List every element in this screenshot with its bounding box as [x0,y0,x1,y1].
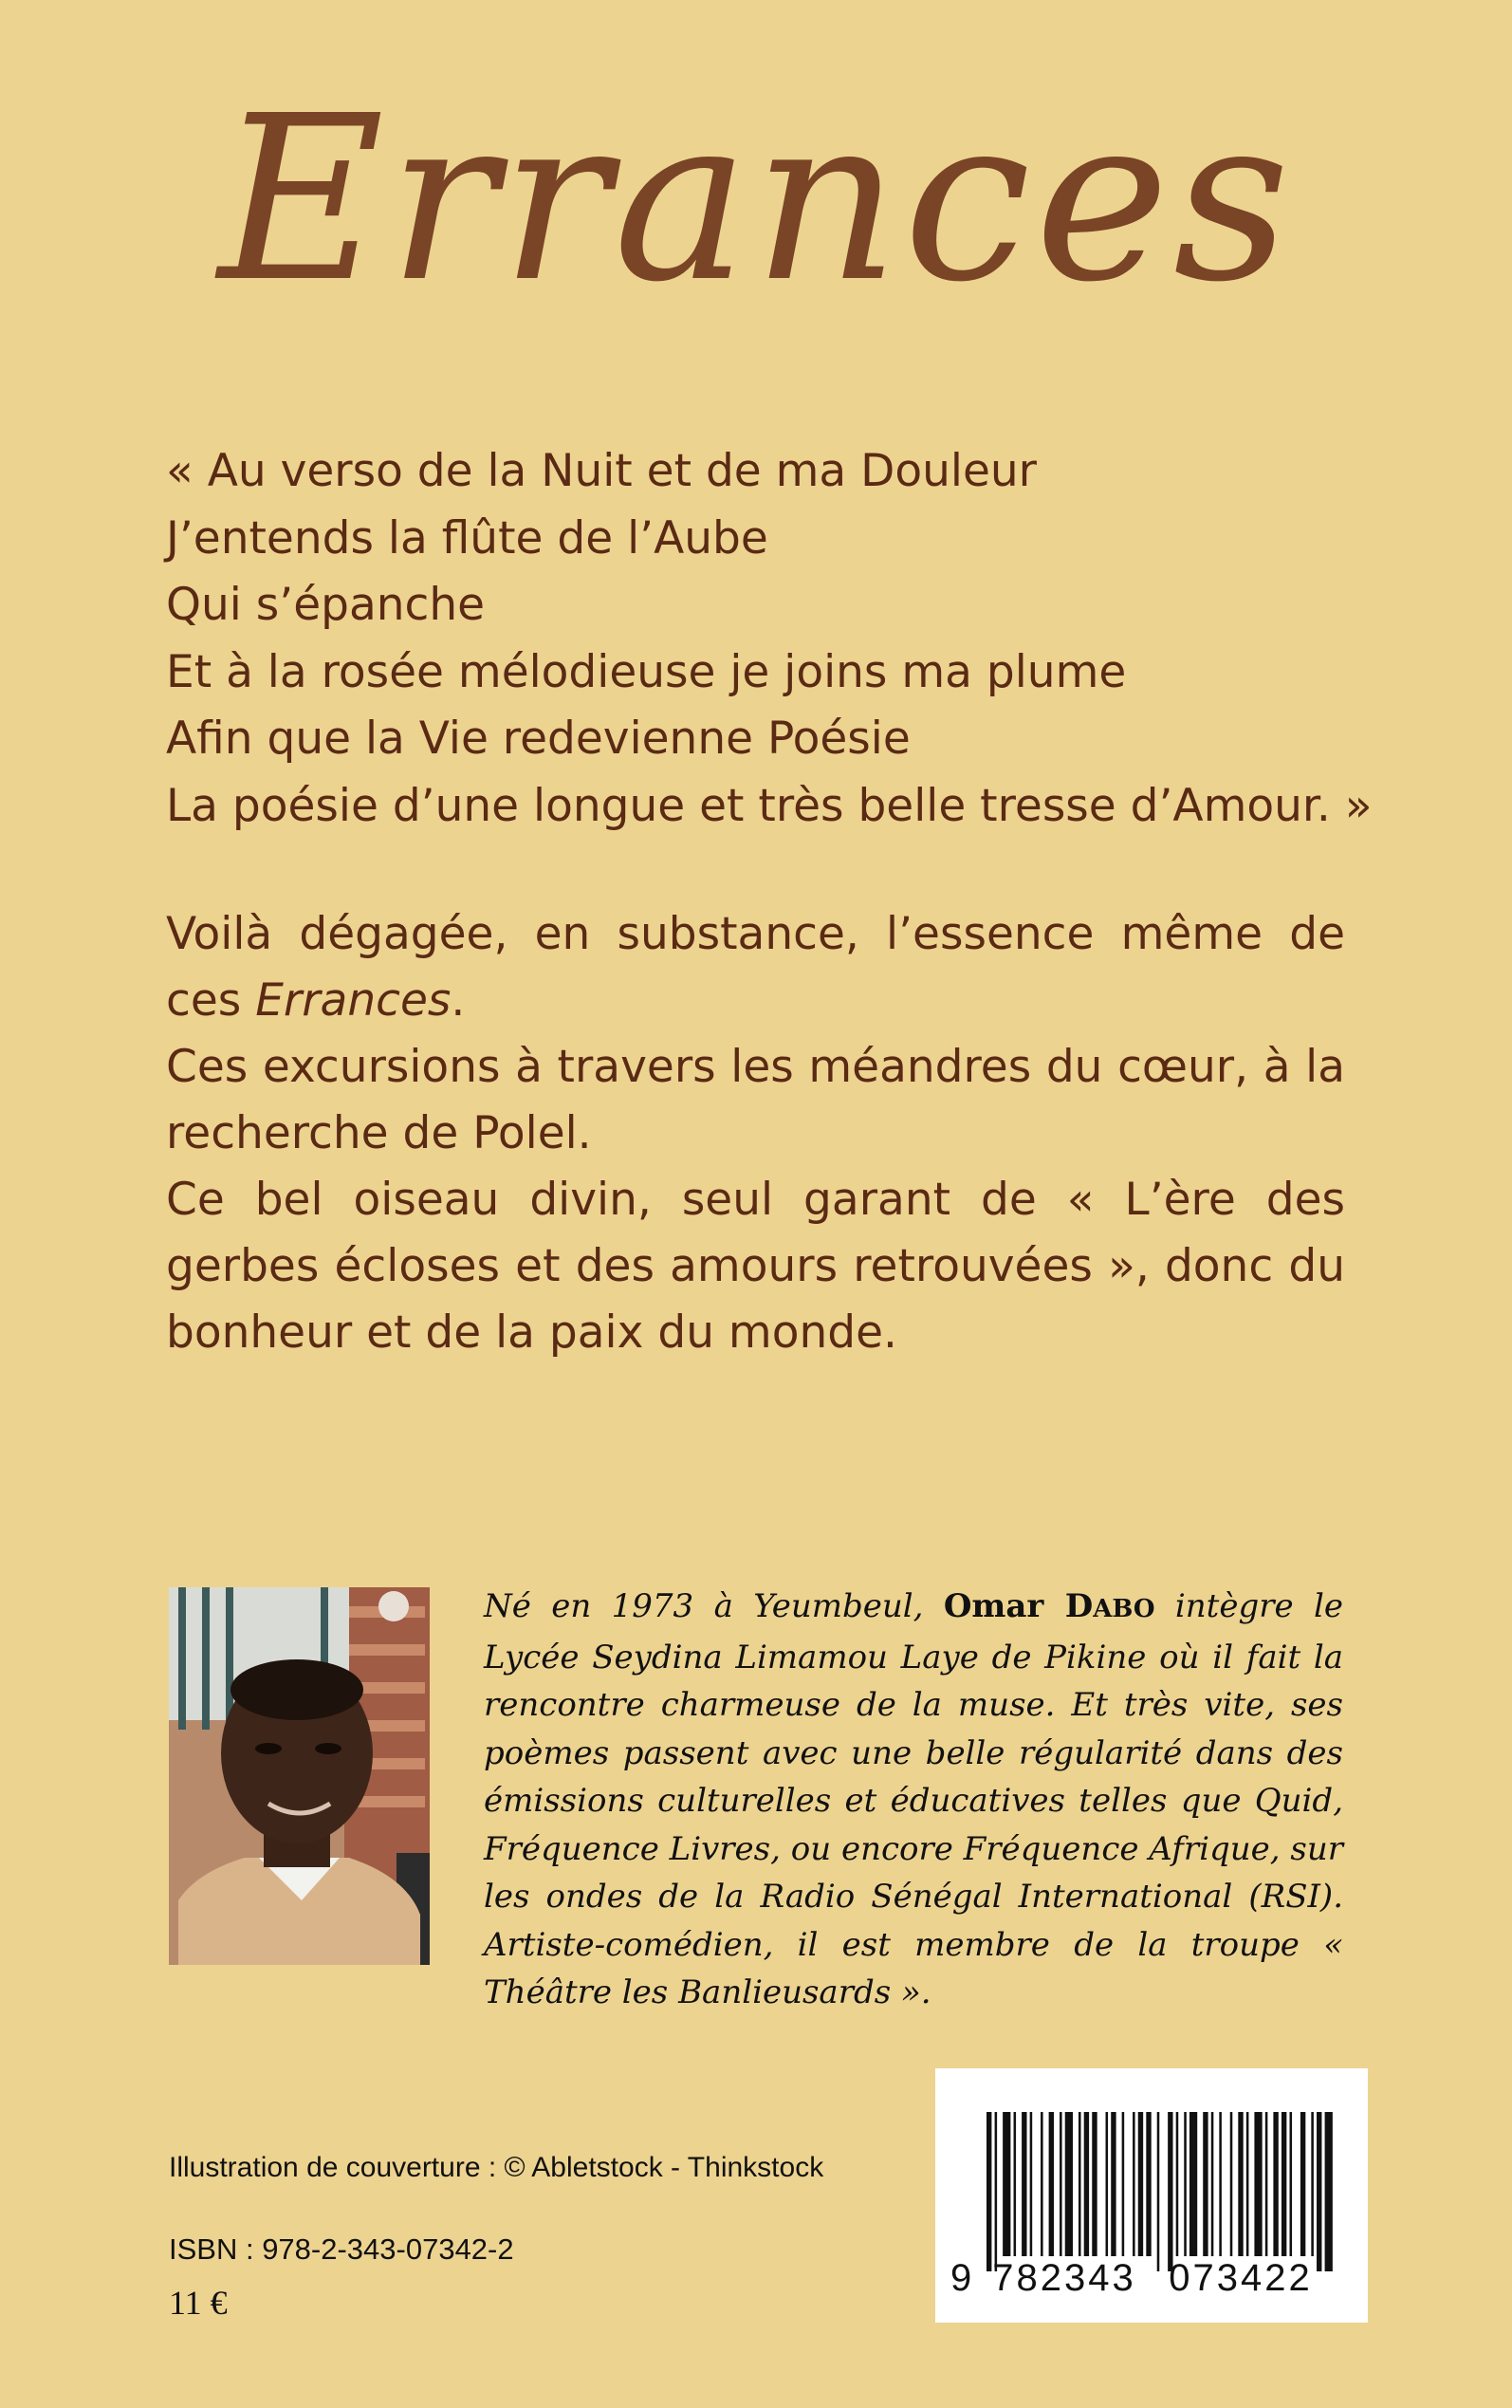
barcode-bar [1022,2112,1026,2256]
poem-line: La poésie d’une longue et très belle tresse d’Amour. » [166,779,1373,832]
barcode-digit-first: 9 [950,2257,972,2299]
barcode-bar [1030,2112,1033,2256]
barcode [935,2068,1368,2323]
barcode-bar [1317,2112,1321,2271]
summary-paragraph-1: Voilà dégagée, en substance, l’essence même de ces Errances. [166,908,1345,1027]
author-name: Omar DABO [943,1587,1155,1625]
poem-line: Afin que la Vie redevienne Poésie [166,713,911,765]
poem-line: J’entends la flûte de l’Aube [166,511,768,565]
barcode-bar [986,2112,991,2271]
barcode-bar [1041,2112,1043,2256]
poem-excerpt [166,438,1373,840]
barcode-bar [1254,2112,1262,2256]
barcode-bar [1079,2112,1081,2256]
poem-line: Et à la rosée mélodieuse je joins ma plume [166,645,1127,698]
barcode-bar [1111,2112,1116,2256]
barcode-bar [1189,2112,1197,2256]
author-photo [169,1587,430,1965]
poem-line: Qui s’épanche [166,579,486,631]
barcode-bar [1092,2112,1097,2256]
barcode-bar [1203,2112,1208,2256]
barcode-bar [1230,2112,1233,2256]
barcode-bar [1146,2112,1151,2256]
barcode-bar [1184,2112,1187,2256]
isbn-label: ISBN : 978-2-343-07342-2 [169,2232,514,2266]
barcode-bar [1060,2112,1062,2256]
barcode-bar [1265,2112,1268,2256]
barcode-bar [1049,2112,1054,2256]
barcode-digits-right: 073422 [1169,2257,1313,2299]
poem-line: « Au verso de la Nuit et de ma Douleur [166,445,1037,497]
barcode-bar [1246,2112,1249,2256]
barcode-bar [1157,2112,1160,2271]
barcode-digits-left: 782343 [992,2257,1136,2299]
barcode-bar [1084,2112,1089,2256]
cover-credit: Illustration de couverture : © Abletstock - Thinkstock [169,2152,824,2183]
book-title: Errances [218,66,1294,332]
barcode-bar [1290,2112,1293,2256]
barcode-bar [1065,2112,1073,2256]
barcode-bar [1014,2112,1017,2256]
summary-paragraph-2: Ces excursions à travers les méandres du cœur, à la recherche de Polel. [166,1041,1345,1159]
barcode-bar [1176,2112,1179,2256]
summary-paragraph-3: Ce bel oiseau divin, seul garant de « L’ère des gerbes écloses et des amours retrouvées », donc du bonheur et de la paix du monde. [166,1174,1345,1359]
barcode-bar [1273,2112,1278,2256]
barcode-bar [1238,2112,1243,2256]
barcode-bar [1003,2112,1010,2256]
price-label: 11 € [169,2284,228,2322]
barcode-bar [1300,2112,1305,2256]
barcode-bar [1219,2112,1222,2256]
summary-title-reference: Errances [255,974,452,1027]
barcode-bar [1122,2112,1125,2256]
barcode-bar [1133,2112,1135,2256]
barcode-bars [986,2112,1333,2271]
barcode-bar [1325,2112,1333,2271]
barcode-bar [995,2112,998,2271]
barcode-bar [1311,2112,1314,2256]
barcode-bar [1282,2112,1286,2256]
barcode-bar [1138,2112,1143,2256]
barcode-bar [1106,2112,1109,2256]
barcode-bar [1168,2112,1172,2271]
barcode-bar [1211,2112,1214,2256]
book-summary [166,901,1345,1366]
author-bio: Né en 1973 à Yeumbeul, Omar DABO intègre le Lycée Seydina Limamou Laye de Pikine où il fait la rencontre charmeuse de la muse. Et très vite, ses poèmes passent avec une belle régularité dans des émissions culturelles et éducatives telles que Quid, Fréquence Livres, ou encore Fréquence Afrique, sur les ondes de la Radio Sénégal International (RSI). Artiste-comédien, il est membre de la troupe « Théâtre les Banlieusards ». [484,1587,1343,2011]
